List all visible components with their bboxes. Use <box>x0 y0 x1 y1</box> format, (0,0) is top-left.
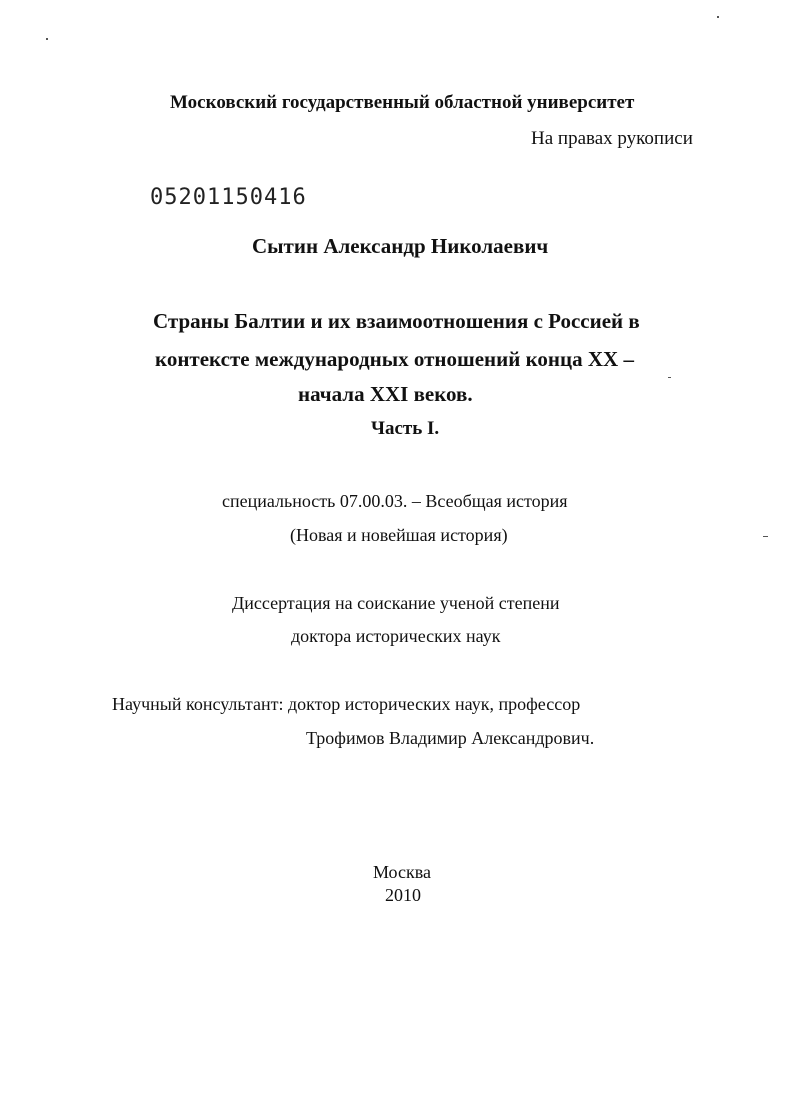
scientific-consultant-title: Научный консультант: доктор исторических наук, профессор <box>112 694 581 714</box>
degree-statement-line-1: Диссертация на соискание ученой степени <box>232 593 560 613</box>
dissertation-title-line-3: начала XXI веков. <box>298 382 473 406</box>
scan-speck <box>717 16 719 18</box>
publication-year: 2010 <box>385 885 421 905</box>
dissertation-title-line-2: контексте международных отношений конца XX – <box>155 347 634 371</box>
degree-statement-line-2: доктора исторических наук <box>291 626 501 646</box>
scan-speck <box>668 377 671 378</box>
university-name: Московский государственный областной университет <box>170 92 635 113</box>
scientific-consultant-name: Трофимов Владимир Александрович. <box>306 728 595 748</box>
author-name: Сытин Александр Николаевич <box>252 234 549 258</box>
scan-speck <box>763 536 768 537</box>
specialty-code: специальность 07.00.03. – Всеобщая история <box>222 491 568 511</box>
dissertation-title-line-1: Страны Балтии и их взаимоотношения с Россией в <box>153 309 640 333</box>
publication-city: Москва <box>373 862 431 882</box>
manuscript-rights-note: На правах рукописи <box>531 128 693 149</box>
part-label: Часть I. <box>371 418 440 439</box>
catalog-number-stamp: 05201150416 <box>150 185 307 210</box>
scan-speck <box>46 38 48 40</box>
specialty-subfield: (Новая и новейшая история) <box>290 525 508 545</box>
